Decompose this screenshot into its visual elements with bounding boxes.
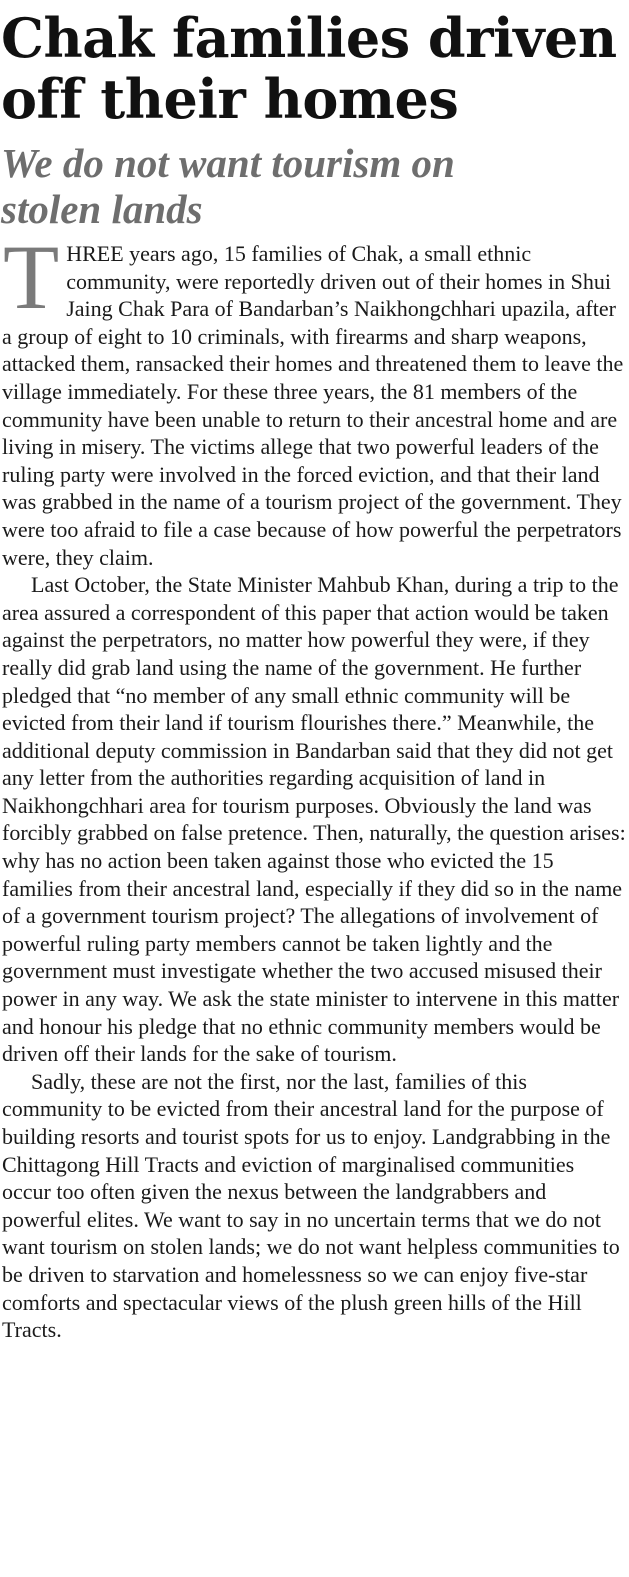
subhead-line-1: We do not want tourism on — [1, 140, 455, 186]
subhead-line-2: stolen lands — [1, 186, 203, 232]
subheadline — [0, 140, 626, 232]
headline — [0, 8, 626, 130]
paragraph-3: Sadly, these are not the first, nor the last, families of this community to be evicted from their ancestral land for the purpose of building resorts and tourist spots for us to enjoy. Landgrabbing in the Chittagong Hill Tracts and eviction of marginalised communities occur too often given the nexus between the landgrabbers and powerful elites. We want to say in no uncertain terms that we do not want tourism on stolen lands; we do not want helpless communities to be driven to starvation and homelessness so we can enjoy five-star comforts and spectacular views of the plush green hills of the Hill Tracts. — [2, 1068, 620, 1343]
drop-cap: T — [3, 226, 60, 328]
headline-line-1: Chak families driven — [1, 6, 617, 70]
paragraph-1-text: HREE years ago, 15 families of Chak, a small ethnic community, were reportedly driven out of their homes in Shui Jaing Chak Para of Bandarban’s Naikhongchhari upazila, after a group of eight to 10 criminals, with firearms and sharp weapons, attacked them, ransacked their homes and threatened them to leave the village immediately. For these three years, the 81 members of the community have been unable to return to their ancestral home and are living in misery. The victims allege that two powerful leaders of the ruling party were involved in the forced eviction, and that their land was grabbed in the name of a tourism project of the government. They were too afraid to file a case because of how powerful the perpetrators were, they claim. — [2, 241, 624, 570]
article-body — [0, 226, 626, 1344]
paragraph-2: Last October, the State Minister Mahbub Khan, during a trip to the area assured a correspondent of this paper that action would be taken against the perpetrators, no matter how powerful they were, if they really did grab land using the name of the government. He further pledged that “no member of any small ethnic community will be evicted from their land if tourism flourishes there.” Meanwhile, the additional deputy commission in Bandarban said that they did not get any letter from the authorities regarding acquisition of land in Naikhongchhari area for tourism purposes. Obviously the land was forcibly grabbed on false pretence. Then, naturally, the question arises: why has no action been taken against those who evicted the 15 families from their ancestral land, especially if they did so in the name of a government tourism project? The allegations of involvement of powerful ruling party members cannot be taken lightly and the government must investigate whether the two accused misused their power in any way. We ask the state minister to intervene in this matter and honour his pledge that no ethnic community members would be driven off their lands for the sake of tourism. — [2, 572, 626, 1067]
headline-line-2: off their homes — [1, 67, 459, 131]
paragraph-1 — [2, 226, 626, 571]
